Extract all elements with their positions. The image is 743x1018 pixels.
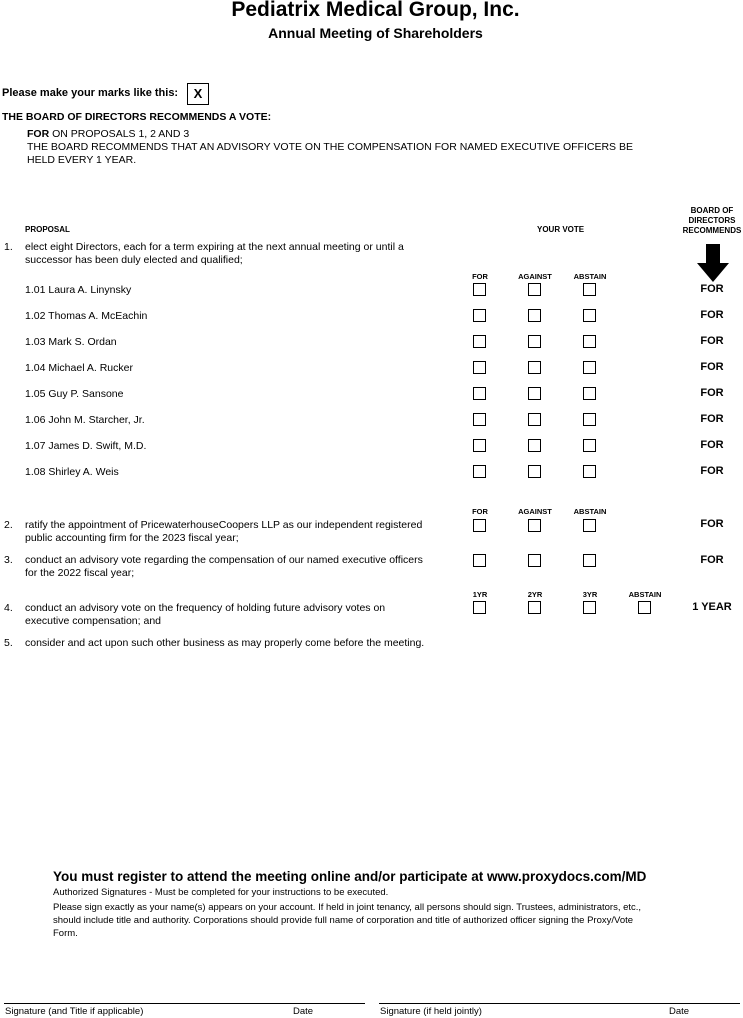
proposal-4-number: 4. (4, 602, 13, 614)
proposal-4-recommendation: 1 YEAR (692, 601, 732, 613)
vote-against-checkbox[interactable] (528, 387, 541, 400)
signing-instructions (53, 901, 733, 940)
proposal-4-3yr-checkbox[interactable] (583, 601, 596, 614)
date-label: Date (293, 1006, 314, 1017)
meeting-subtitle: Annual Meeting of Shareholders (268, 25, 483, 41)
signing-instructions-line1: Please sign exactly as your name(s) appears on your account. If held in joint tenancy, all persons should sign. Trustees, administrators, etc., (53, 902, 642, 913)
proposal-4-2yr-checkbox[interactable] (528, 601, 541, 614)
vote-abstain-checkbox[interactable] (583, 335, 596, 348)
joint-date-label: Date (669, 1006, 690, 1017)
board-recommendation: FOR (700, 387, 724, 399)
proposal-header: PROPOSAL (25, 225, 70, 234)
nominee-name: 1.04 Michael A. Rucker (25, 362, 133, 374)
vote-for-checkbox[interactable] (473, 413, 486, 426)
vote-for-checkbox[interactable] (473, 439, 486, 452)
vote-against-checkbox[interactable] (528, 309, 541, 322)
vote-for-checkbox[interactable] (473, 465, 486, 478)
proposal-4-text-line2: executive compensation; and (25, 615, 162, 627)
proposal-3-text-line2: for the 2022 fiscal year; (25, 567, 135, 579)
nominee-name: 1.08 Shirley A. Weis (25, 466, 119, 478)
vote-for-checkbox[interactable] (473, 335, 486, 348)
vote-abstain-checkbox[interactable] (583, 465, 596, 478)
proposal-3-text (25, 554, 423, 580)
authorized-signatures-note: Authorized Signatures - Must be completed for your instructions to be executed. (53, 887, 389, 898)
recommend-frequency-line-2: HELD EVERY 1 YEAR. (27, 154, 137, 166)
proposal-4-text (25, 602, 385, 628)
joint-signature-label: Signature (if held jointly) (380, 1006, 482, 1017)
vote-against-checkbox[interactable] (528, 335, 541, 348)
board-recommendation: FOR (700, 335, 724, 347)
signature-label: Signature (and Title if applicable) (5, 1006, 144, 1017)
vote-for-checkbox[interactable] (473, 361, 486, 374)
proposal-2-for-checkbox[interactable] (473, 519, 486, 532)
proposal-5-text: consider and act upon such other business as may properly come before the meeting. (25, 637, 425, 649)
signing-instructions-line3: Form. (53, 928, 78, 939)
vote-against-checkbox[interactable] (528, 283, 541, 296)
joint-signature-line[interactable] (379, 1003, 740, 1004)
proposal-3-for-checkbox[interactable] (473, 554, 486, 567)
board-recommendation: FOR (700, 283, 724, 295)
signature-line[interactable] (4, 1003, 365, 1004)
col-against-header: AGAINST (518, 507, 552, 516)
recommend-for-word: FOR (27, 128, 50, 140)
nominee-name: 1.05 Guy P. Sansone (25, 388, 124, 400)
proposal-2-text-line1: ratify the appointment of PricewaterhouseCoopers LLP as our independent registered (25, 519, 423, 531)
col-abstain-header: ABSTAIN (573, 507, 607, 516)
col-for-header: FOR (472, 272, 488, 281)
board-header-line2: DIRECTORS (688, 216, 736, 225)
board-recommendation: FOR (700, 465, 724, 477)
proposal-2-abstain-checkbox[interactable] (583, 519, 596, 532)
col-against-header: AGAINST (518, 272, 552, 281)
vote-abstain-checkbox[interactable] (583, 309, 596, 322)
proposal-1-text (25, 241, 404, 267)
board-recommendation: FOR (700, 413, 724, 425)
vote-against-checkbox[interactable] (528, 465, 541, 478)
marks-instruction: Please make your marks like this: (2, 87, 179, 99)
col-3yr-header: 3YR (582, 590, 598, 599)
vote-against-checkbox[interactable] (528, 413, 541, 426)
company-title: Pediatrix Medical Group, Inc. (231, 0, 520, 21)
vote-for-checkbox[interactable] (473, 283, 486, 296)
nominee-name: 1.02 Thomas A. McEachin (25, 310, 148, 322)
proposal-2-recommendation: FOR (700, 518, 724, 530)
col-abstain-header: ABSTAIN (573, 272, 607, 281)
board-recommendation: FOR (700, 439, 724, 451)
proposal-1-number: 1. (4, 241, 13, 253)
your-vote-header: YOUR VOTE (537, 225, 585, 234)
proposal-1-text-line1: elect eight Directors, each for a term expiring at the next annual meeting or until a (25, 241, 404, 253)
proposal-2-text (25, 519, 422, 545)
recommend-for-proposals: ON PROPOSALS 1, 2 AND 3 (52, 128, 190, 140)
col-1yr-header: 1YR (472, 590, 488, 599)
nominee-name: 1.06 John M. Starcher, Jr. (25, 414, 145, 426)
vote-abstain-checkbox[interactable] (583, 283, 596, 296)
proposal-4-abstain-checkbox[interactable] (638, 601, 651, 614)
vote-abstain-checkbox[interactable] (583, 387, 596, 400)
board-header-line1: BOARD OF (690, 206, 734, 215)
vote-for-checkbox[interactable] (473, 387, 486, 400)
vote-abstain-checkbox[interactable] (583, 439, 596, 452)
register-online-notice: You must register to attend the meeting online and/or participate at www.proxydocs.com/MD (53, 869, 647, 884)
vote-against-checkbox[interactable] (528, 439, 541, 452)
proposal-3-text-line1: conduct an advisory vote regarding the compensation of our named executive officers (25, 554, 423, 566)
proposal-4-text-line1: conduct an advisory vote on the frequency of holding future advisory votes on (25, 602, 386, 614)
signing-instructions-line2: should include title and authority. Corporations should provide full name of corporation and title of authorized officer signing the Proxy/Vote (53, 915, 634, 926)
nominee-name: 1.07 James D. Swift, M.D. (25, 440, 147, 452)
proposal-3-number: 3. (4, 554, 13, 566)
recommend-for-line (27, 128, 189, 140)
proposal-2-number: 2. (4, 519, 13, 531)
proposal-3-abstain-checkbox[interactable] (583, 554, 596, 567)
col-2yr-header: 2YR (527, 590, 543, 599)
proposal-4-1yr-checkbox[interactable] (473, 601, 486, 614)
board-recommends-header (682, 206, 742, 236)
proposal-2-text-line2: public accounting firm for the 2023 fiscal year; (25, 532, 239, 544)
proposal-1-text-line2: successor has been duly elected and qualified; (25, 254, 243, 266)
mark-example-box: X (187, 83, 209, 105)
down-arrow-icon (697, 244, 729, 282)
proposal-3-recommendation: FOR (700, 554, 724, 566)
nominee-name: 1.03 Mark S. Ordan (25, 336, 117, 348)
board-header-line3: RECOMMENDS (682, 226, 742, 235)
vote-for-checkbox[interactable] (473, 309, 486, 322)
vote-abstain-checkbox[interactable] (583, 361, 596, 374)
proposal-5-number: 5. (4, 637, 13, 649)
vote-abstain-checkbox[interactable] (583, 413, 596, 426)
col-for-header: FOR (472, 507, 488, 516)
proposal-2-against-checkbox[interactable] (528, 519, 541, 532)
recommend-frequency-line: THE BOARD RECOMMENDS THAT AN ADVISORY VOTE ON THE COMPENSATION FOR NAMED EXECUTIVE OFFICERS BE (27, 141, 633, 153)
board-recommendation: FOR (700, 309, 724, 321)
board-recommends-heading: THE BOARD OF DIRECTORS RECOMMENDS A VOTE: (2, 111, 272, 123)
board-recommendation: FOR (700, 361, 724, 373)
proposal-3-against-checkbox[interactable] (528, 554, 541, 567)
vote-against-checkbox[interactable] (528, 361, 541, 374)
nominee-name: 1.01 Laura A. Linynsky (25, 284, 132, 296)
col-abstain-header: ABSTAIN (628, 590, 662, 599)
